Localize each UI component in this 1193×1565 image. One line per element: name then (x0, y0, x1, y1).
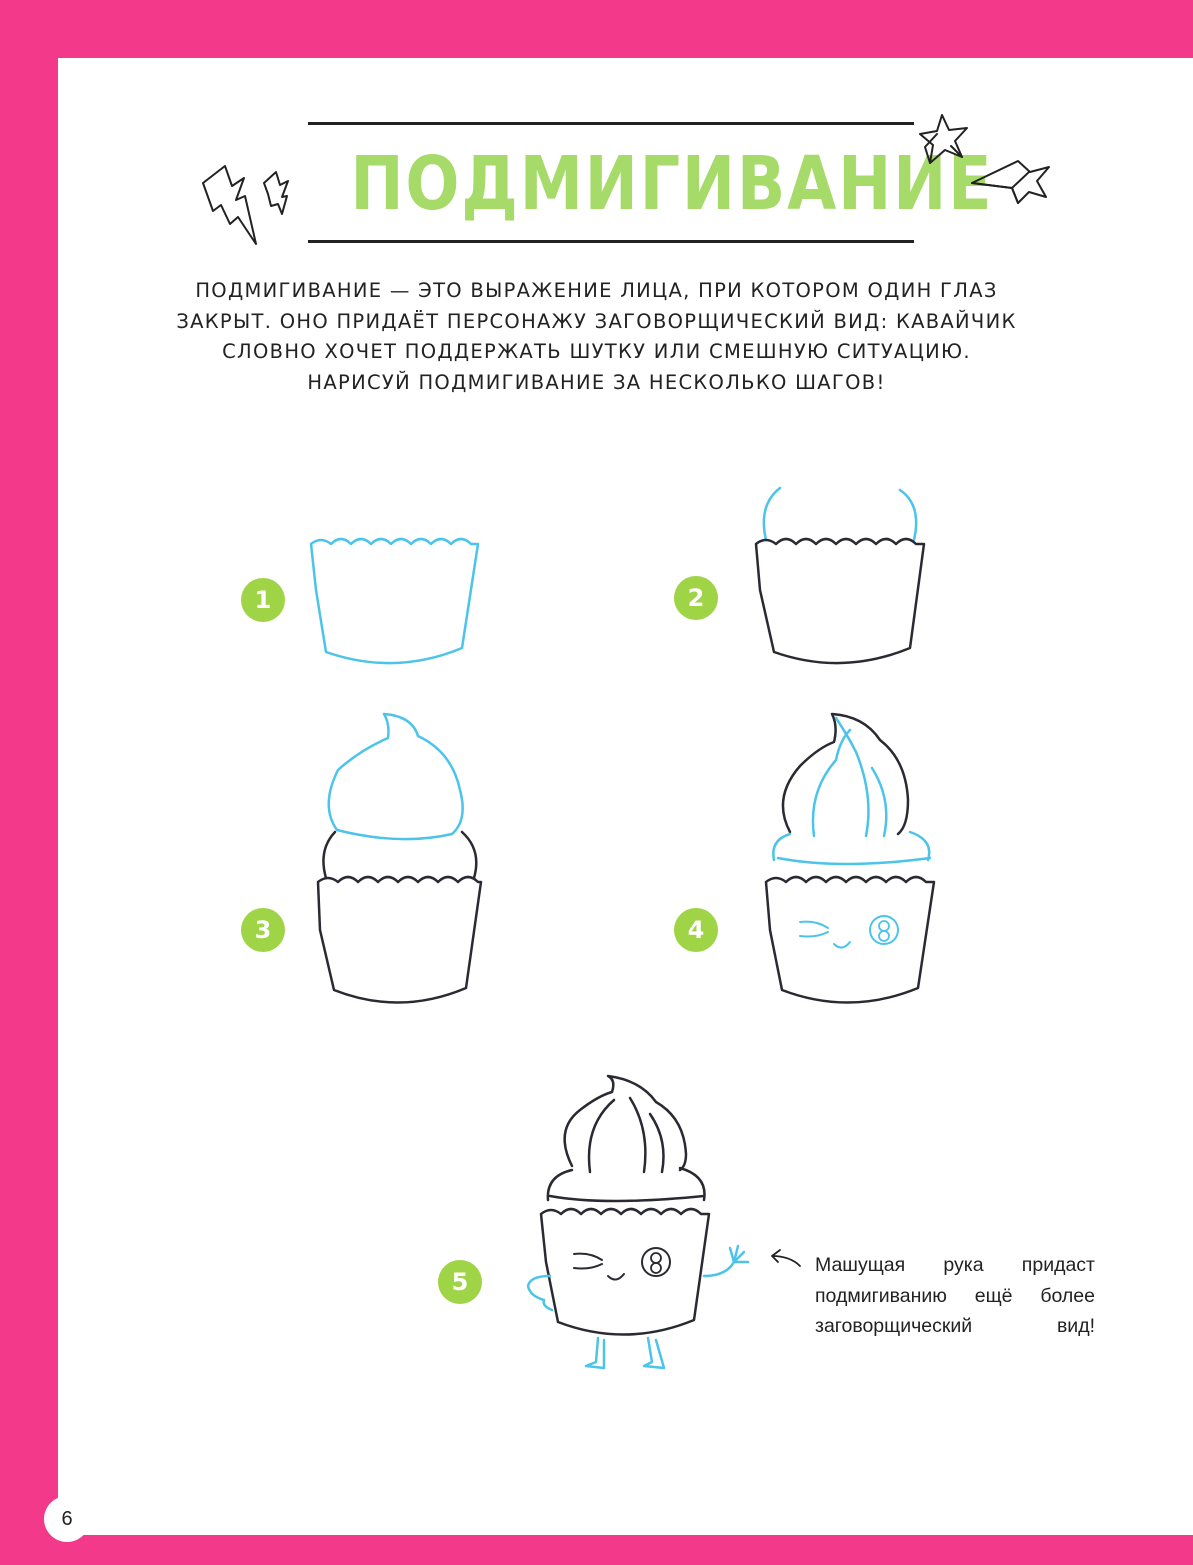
note-line: заговорщический вид! (815, 1315, 1095, 1337)
cupcake-step-1 (311, 539, 478, 663)
note-line: подмигиванию ещё более (815, 1284, 1095, 1307)
cupcake-step-2 (756, 488, 924, 663)
page-number: 6 (61, 1508, 73, 1530)
note-line: Машущая рука придаст (815, 1254, 1095, 1276)
step-badge-2: 2 (674, 576, 718, 620)
cupcake-step-3 (318, 714, 481, 1003)
intro-line: НАРИСУЙ ПОДМИГИВАНИЕ ЗА НЕСКОЛЬКО ШАГОВ! (307, 370, 886, 394)
lightning-icon (203, 166, 288, 244)
cupcake-step-4 (766, 714, 934, 1003)
page-title: ПОДМИГИВАНИЕ (350, 141, 994, 227)
cupcake-step-5 (528, 1076, 748, 1368)
intro-line: ПОДМИГИВАНИЕ — ЭТО ВЫРАЖЕНИЕ ЛИЦА, ПРИ КОТОРОМ ОДИН ГЛАЗ (195, 279, 998, 302)
star-icon (920, 115, 967, 163)
step-badge-3: 3 (241, 908, 285, 952)
intro-line: СЛОВНО ХОЧЕТ ПОДДЕРЖАТЬ ШУТКУ ИЛИ СМЕШНУЮ СИТУАЦИЮ. (222, 340, 971, 363)
step-badge-1: 1 (241, 578, 285, 622)
intro-line: ЗАКРЫТ. ОНО ПРИДАЁТ ПЕРСОНАЖУ ЗАГОВОРЩИЧЕСКИЙ ВИД: КАВАЙЧИК (176, 309, 1017, 333)
step-badge-5: 5 (438, 1260, 482, 1304)
arrow-icon (772, 1250, 800, 1266)
paper-plane-icon (972, 161, 1049, 203)
step-badge-4: 4 (674, 908, 718, 952)
side-note (815, 1250, 1095, 1342)
